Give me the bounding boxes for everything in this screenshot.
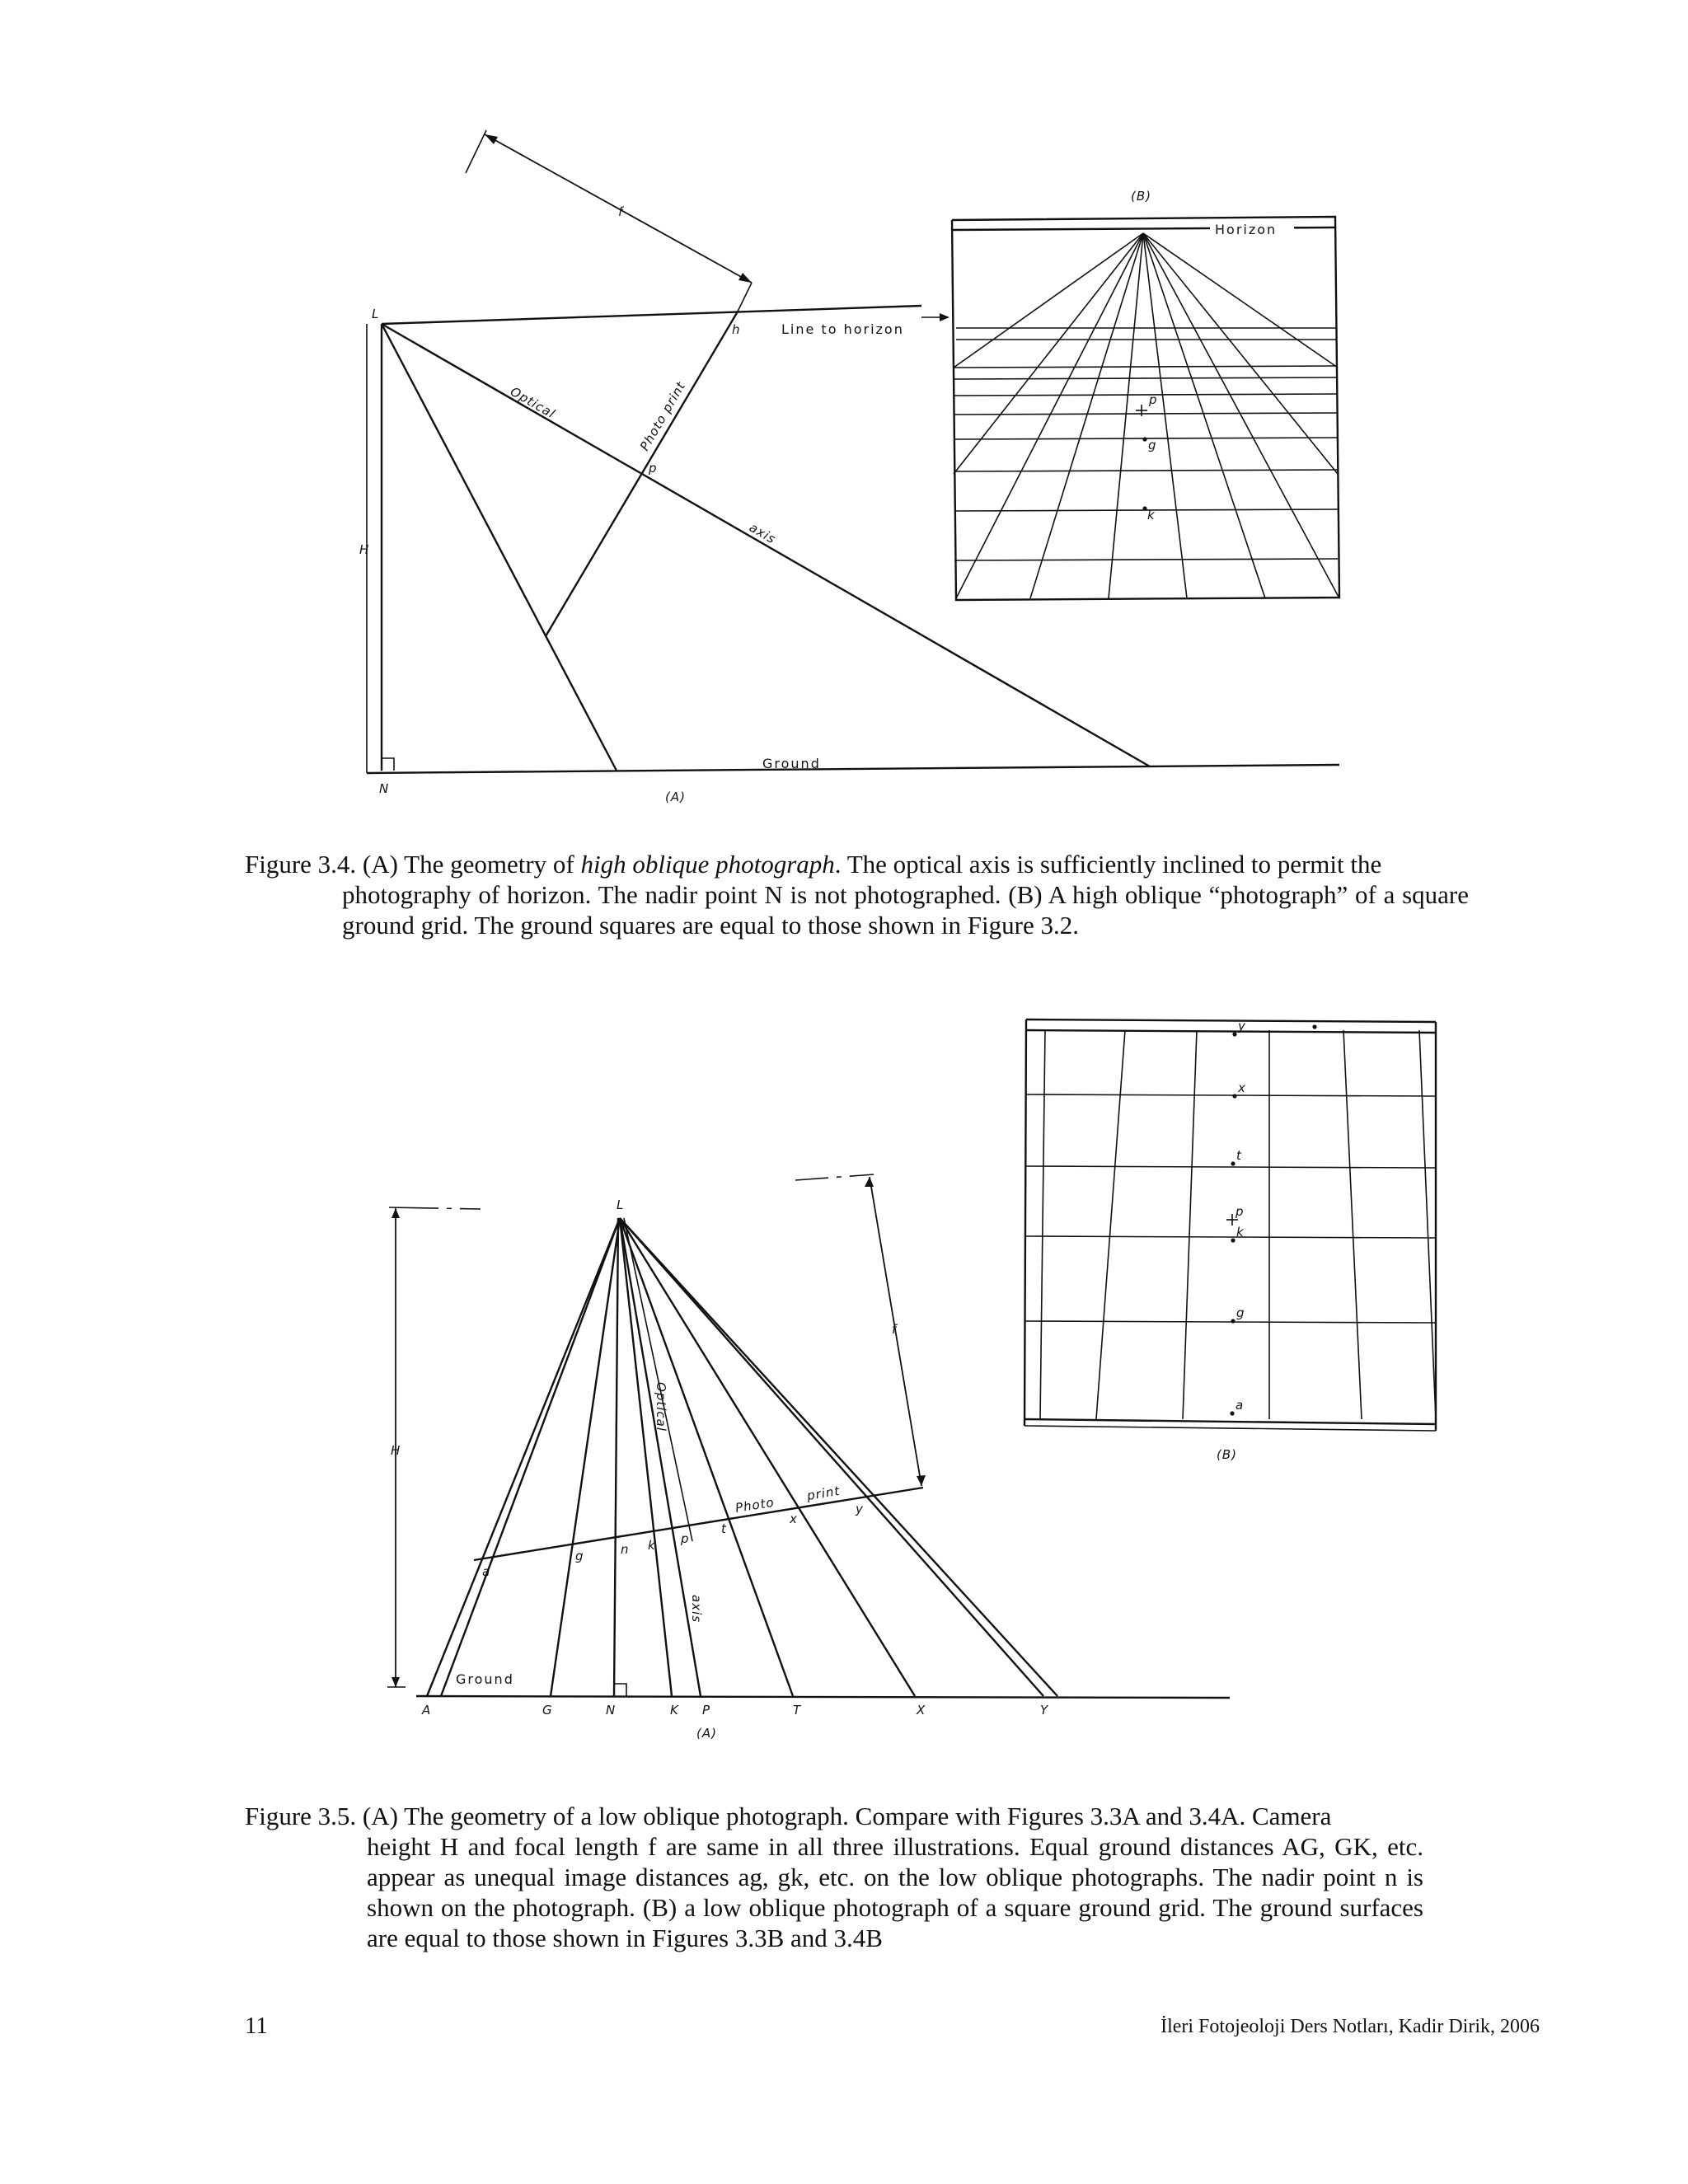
point-label-k: k xyxy=(1236,1225,1245,1240)
projection-ray xyxy=(620,1218,1057,1696)
label-h: h xyxy=(732,322,741,337)
projection-ray xyxy=(427,1218,620,1696)
line-to-horizon-label: Line to horizon xyxy=(781,321,904,337)
ground-label: Ground xyxy=(456,1671,514,1687)
point-t-dot xyxy=(1231,1161,1235,1165)
right-angle-mark xyxy=(614,1684,626,1696)
optical-label: Optical xyxy=(508,383,558,422)
focal-extension-line xyxy=(795,1174,874,1180)
label-f: f xyxy=(892,1322,898,1337)
point-g-dot xyxy=(1231,1319,1235,1323)
panel-a-label: (A) xyxy=(665,790,686,804)
dimension-arrow-head xyxy=(392,1677,400,1687)
caption-rest: height H and focal length f are same in all three illustrations. Equal ground distances AG, GK, etc. appear as unequal image distances ag, gk, etc. on the low oblique photographs. The nadir point n is shown on the photograph. (B) a low oblique photograph of a square ground grid. The ground surfaces are equal to those shown in Figures 3.3B and 3.4B xyxy=(367,1832,1423,1952)
print-label: print xyxy=(805,1483,842,1503)
print-point-y: y xyxy=(856,1502,864,1516)
photo-bottom-edge xyxy=(1025,1419,1436,1424)
point-k-dot xyxy=(1231,1238,1235,1242)
point-y-dot xyxy=(1232,1032,1236,1036)
print-point-labels xyxy=(482,1502,864,1579)
point-a-dot xyxy=(1230,1411,1234,1415)
caption-first-line: Figure 3.5. (A) The geometry of a low oblique photograph. Compare with Figures 3.3A and 3.4A. Camera xyxy=(245,1802,1332,1830)
figure-3-5-caption xyxy=(245,1801,1423,1953)
nadir-line xyxy=(614,1218,618,1696)
page-number: 11 xyxy=(245,2013,268,2039)
label-L: L xyxy=(617,1197,625,1212)
ground-line xyxy=(416,1696,1230,1698)
dimension-arrow-head xyxy=(865,1177,874,1187)
point-label-x: x xyxy=(1238,1080,1246,1095)
grid-horizontal-line xyxy=(1025,1236,1436,1238)
caption-suffix: . The optical axis is sufficiently inclined to permit the xyxy=(834,850,1382,879)
point-label-a: a xyxy=(1236,1398,1245,1413)
grid-vertical-line xyxy=(1096,1030,1125,1419)
photo-top-edge xyxy=(1026,1019,1436,1022)
photo-label: Photo xyxy=(734,1494,776,1516)
point-label-g: g xyxy=(1236,1305,1245,1320)
ground-point-Y: Y xyxy=(1040,1703,1049,1718)
figure-3-5-panel-b xyxy=(1025,1019,1436,1462)
axis-label: axis xyxy=(689,1595,704,1624)
point-label-k: k xyxy=(1147,508,1156,523)
point-label-p: p xyxy=(1149,392,1158,407)
print-point-n: n xyxy=(621,1542,630,1557)
photo-top-edge-inner xyxy=(1026,1030,1436,1033)
grid-horizontal-line xyxy=(1025,1321,1436,1323)
print-point-k: k xyxy=(648,1538,656,1553)
ground-label: Ground xyxy=(762,756,821,771)
photo-print-label: Photo print xyxy=(636,378,689,453)
grid-vertical-line xyxy=(1040,1030,1045,1419)
grid-vertical-line xyxy=(1419,1030,1436,1419)
point-label-y: y xyxy=(1238,1019,1246,1033)
caption-prefix: Figure 3.4. (A) The geometry of xyxy=(245,850,581,879)
label-L: L xyxy=(372,307,380,321)
ground-point-P: P xyxy=(702,1703,711,1718)
height-extension-line xyxy=(389,1207,481,1209)
projection-rays xyxy=(427,1218,1057,1696)
projection-ray-double xyxy=(441,1218,620,1696)
low-oblique-points xyxy=(1226,1019,1317,1416)
label-f: f xyxy=(618,204,624,219)
projection-ray xyxy=(551,1218,620,1696)
low-oblique-grid xyxy=(1025,1030,1436,1419)
grid-horizontal-line xyxy=(1025,1094,1436,1096)
panel-b-label: (B) xyxy=(1131,189,1151,204)
ground-point-labels xyxy=(421,1703,1049,1718)
caption-emphasis: high oblique photograph xyxy=(580,850,835,879)
label-N: N xyxy=(379,781,390,796)
panel-b-label: (B) xyxy=(1217,1447,1237,1462)
print-point-p: p xyxy=(681,1531,690,1546)
projection-ray xyxy=(620,1218,1043,1696)
photo-print-line xyxy=(474,1488,923,1560)
ground-point-N: N xyxy=(606,1703,617,1718)
ground-point-X: X xyxy=(917,1703,926,1718)
optical-label: Optical xyxy=(654,1382,668,1432)
dimension-arrow-head xyxy=(917,1475,926,1486)
label-H: H xyxy=(359,542,370,557)
dimension-arrow-head xyxy=(392,1208,400,1218)
axis-label: axis xyxy=(747,519,779,547)
label-p: p xyxy=(649,461,658,476)
ground-point-G: G xyxy=(542,1703,553,1718)
point-label-g: g xyxy=(1148,438,1157,452)
print-point-g: g xyxy=(575,1549,584,1563)
figure-3-5-panel-a xyxy=(387,1174,1230,1741)
grid-vertical-line xyxy=(1183,1030,1197,1419)
point-label-p: p xyxy=(1236,1204,1245,1219)
ground-point-A: A xyxy=(422,1703,432,1718)
photo-bottom-edge-outer xyxy=(1025,1426,1436,1431)
print-point-x: x xyxy=(790,1511,798,1526)
caption-rest: photography of horizon. The nadir point N is not photographed. (B) A high oblique “photograph” of a square ground grid. The ground squares are equal to those shown in Figure 3.2. xyxy=(342,880,1469,940)
fiducial-dot xyxy=(1312,1024,1316,1029)
label-H: H xyxy=(391,1443,401,1458)
panel-a-label: (A) xyxy=(696,1726,717,1741)
optical-axis-edge xyxy=(624,1218,692,1541)
footer-note: İleri Fotojeoloji Ders Notları, Kadir Dirik, 2006 xyxy=(1160,2016,1540,2037)
ground-point-T: T xyxy=(793,1703,802,1718)
grid-vertical-line xyxy=(1343,1030,1362,1419)
point-label-t: t xyxy=(1236,1148,1242,1163)
grid-horizontal-line xyxy=(1025,1166,1436,1168)
projection-ray xyxy=(620,1218,701,1696)
photo-left-edge xyxy=(1025,1019,1026,1426)
print-point-a: a xyxy=(482,1564,491,1579)
ground-point-K: K xyxy=(670,1703,679,1718)
print-point-t: t xyxy=(721,1521,727,1536)
horizon-label: Horizon xyxy=(1215,222,1278,237)
point-x-dot xyxy=(1232,1094,1236,1098)
